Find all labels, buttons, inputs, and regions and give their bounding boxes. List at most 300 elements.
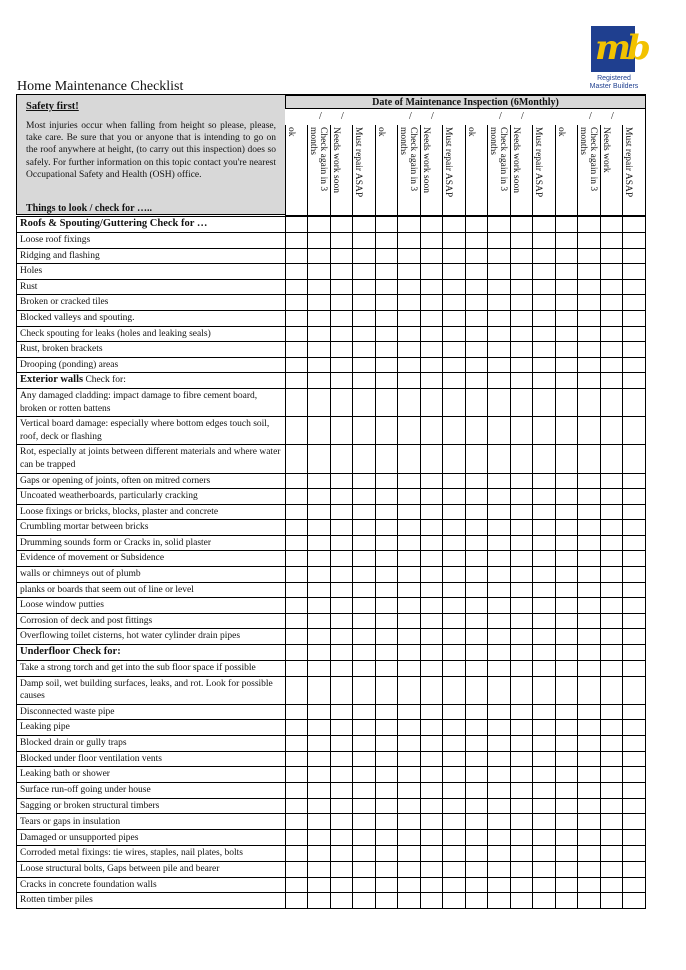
status-checkbox-cell[interactable] (623, 877, 646, 893)
status-checkbox-cell[interactable] (601, 326, 623, 342)
status-checkbox-cell[interactable] (466, 310, 488, 326)
status-checkbox-cell[interactable] (376, 661, 398, 677)
status-checkbox-cell[interactable] (353, 846, 376, 862)
status-checkbox-cell[interactable] (331, 814, 353, 830)
status-checkbox-cell[interactable] (331, 704, 353, 720)
status-checkbox-cell[interactable] (398, 520, 421, 536)
status-checkbox-cell[interactable] (533, 388, 556, 416)
status-checkbox-cell[interactable] (443, 751, 466, 767)
status-checkbox-cell[interactable] (533, 310, 556, 326)
status-checkbox-cell[interactable] (421, 473, 443, 489)
status-checkbox-cell[interactable] (533, 217, 556, 233)
status-checkbox-cell[interactable] (398, 357, 421, 373)
status-checkbox-cell[interactable] (353, 783, 376, 799)
status-checkbox-cell[interactable] (421, 629, 443, 645)
status-checkbox-cell[interactable] (286, 295, 308, 311)
status-checkbox-cell[interactable] (488, 676, 511, 704)
status-checkbox-cell[interactable] (443, 489, 466, 505)
status-checkbox-cell[interactable] (308, 676, 331, 704)
status-checkbox-cell[interactable] (353, 645, 376, 661)
status-checkbox-cell[interactable] (466, 489, 488, 505)
status-checkbox-cell[interactable] (533, 861, 556, 877)
status-checkbox-cell[interactable] (443, 295, 466, 311)
status-checkbox-cell[interactable] (308, 357, 331, 373)
status-checkbox-cell[interactable] (511, 661, 533, 677)
status-checkbox-cell[interactable] (466, 373, 488, 389)
status-checkbox-cell[interactable] (466, 295, 488, 311)
status-checkbox-cell[interactable] (488, 264, 511, 280)
status-checkbox-cell[interactable] (511, 582, 533, 598)
status-checkbox-cell[interactable] (488, 798, 511, 814)
status-checkbox-cell[interactable] (601, 814, 623, 830)
status-checkbox-cell[interactable] (331, 645, 353, 661)
status-checkbox-cell[interactable] (488, 830, 511, 846)
status-checkbox-cell[interactable] (398, 535, 421, 551)
status-checkbox-cell[interactable] (353, 295, 376, 311)
status-checkbox-cell[interactable] (533, 814, 556, 830)
status-checkbox-cell[interactable] (556, 751, 578, 767)
status-checkbox-cell[interactable] (466, 342, 488, 358)
status-checkbox-cell[interactable] (533, 535, 556, 551)
status-checkbox-cell[interactable] (398, 751, 421, 767)
status-checkbox-cell[interactable] (623, 783, 646, 799)
status-checkbox-cell[interactable] (331, 357, 353, 373)
status-checkbox-cell[interactable] (308, 893, 331, 909)
status-checkbox-cell[interactable] (421, 357, 443, 373)
status-checkbox-cell[interactable] (443, 504, 466, 520)
status-checkbox-cell[interactable] (376, 645, 398, 661)
status-checkbox-cell[interactable] (331, 830, 353, 846)
status-checkbox-cell[interactable] (511, 567, 533, 583)
status-checkbox-cell[interactable] (353, 279, 376, 295)
status-checkbox-cell[interactable] (578, 473, 601, 489)
status-checkbox-cell[interactable] (398, 736, 421, 752)
status-checkbox-cell[interactable] (511, 445, 533, 473)
status-checkbox-cell[interactable] (331, 613, 353, 629)
status-checkbox-cell[interactable] (601, 661, 623, 677)
status-checkbox-cell[interactable] (578, 551, 601, 567)
status-checkbox-cell[interactable] (623, 629, 646, 645)
status-checkbox-cell[interactable] (466, 598, 488, 614)
status-checkbox-cell[interactable] (533, 357, 556, 373)
status-checkbox-cell[interactable] (353, 767, 376, 783)
status-checkbox-cell[interactable] (556, 417, 578, 445)
status-checkbox-cell[interactable] (578, 645, 601, 661)
status-checkbox-cell[interactable] (533, 613, 556, 629)
status-checkbox-cell[interactable] (623, 310, 646, 326)
status-checkbox-cell[interactable] (308, 295, 331, 311)
status-checkbox-cell[interactable] (601, 535, 623, 551)
status-checkbox-cell[interactable] (443, 645, 466, 661)
status-checkbox-cell[interactable] (556, 598, 578, 614)
status-checkbox-cell[interactable] (511, 893, 533, 909)
status-checkbox-cell[interactable] (308, 629, 331, 645)
status-checkbox-cell[interactable] (398, 279, 421, 295)
status-checkbox-cell[interactable] (353, 676, 376, 704)
status-checkbox-cell[interactable] (488, 582, 511, 598)
status-checkbox-cell[interactable] (421, 264, 443, 280)
status-checkbox-cell[interactable] (286, 767, 308, 783)
status-checkbox-cell[interactable] (556, 720, 578, 736)
status-checkbox-cell[interactable] (511, 489, 533, 505)
status-checkbox-cell[interactable] (398, 629, 421, 645)
status-checkbox-cell[interactable] (556, 861, 578, 877)
status-checkbox-cell[interactable] (623, 473, 646, 489)
status-checkbox-cell[interactable] (308, 342, 331, 358)
status-checkbox-cell[interactable] (623, 489, 646, 505)
status-checkbox-cell[interactable] (488, 248, 511, 264)
status-checkbox-cell[interactable] (353, 598, 376, 614)
status-checkbox-cell[interactable] (308, 814, 331, 830)
status-checkbox-cell[interactable] (488, 567, 511, 583)
status-checkbox-cell[interactable] (376, 248, 398, 264)
status-checkbox-cell[interactable] (466, 751, 488, 767)
status-checkbox-cell[interactable] (578, 736, 601, 752)
status-checkbox-cell[interactable] (511, 783, 533, 799)
status-checkbox-cell[interactable] (331, 279, 353, 295)
status-checkbox-cell[interactable] (556, 613, 578, 629)
status-checkbox-cell[interactable] (623, 373, 646, 389)
status-checkbox-cell[interactable] (556, 629, 578, 645)
status-checkbox-cell[interactable] (488, 279, 511, 295)
status-checkbox-cell[interactable] (511, 645, 533, 661)
status-checkbox-cell[interactable] (376, 676, 398, 704)
status-checkbox-cell[interactable] (331, 373, 353, 389)
status-checkbox-cell[interactable] (533, 661, 556, 677)
status-checkbox-cell[interactable] (286, 783, 308, 799)
status-checkbox-cell[interactable] (601, 445, 623, 473)
status-checkbox-cell[interactable] (308, 567, 331, 583)
status-checkbox-cell[interactable] (308, 217, 331, 233)
status-checkbox-cell[interactable] (556, 264, 578, 280)
status-checkbox-cell[interactable] (466, 861, 488, 877)
status-checkbox-cell[interactable] (511, 720, 533, 736)
status-checkbox-cell[interactable] (286, 551, 308, 567)
status-checkbox-cell[interactable] (533, 417, 556, 445)
status-checkbox-cell[interactable] (353, 720, 376, 736)
status-checkbox-cell[interactable] (376, 582, 398, 598)
status-checkbox-cell[interactable] (488, 704, 511, 720)
status-checkbox-cell[interactable] (578, 373, 601, 389)
status-checkbox-cell[interactable] (601, 417, 623, 445)
status-checkbox-cell[interactable] (488, 217, 511, 233)
status-checkbox-cell[interactable] (398, 217, 421, 233)
status-checkbox-cell[interactable] (601, 582, 623, 598)
status-checkbox-cell[interactable] (376, 798, 398, 814)
status-checkbox-cell[interactable] (443, 551, 466, 567)
status-checkbox-cell[interactable] (466, 357, 488, 373)
status-checkbox-cell[interactable] (466, 629, 488, 645)
status-checkbox-cell[interactable] (556, 704, 578, 720)
status-checkbox-cell[interactable] (556, 520, 578, 536)
status-checkbox-cell[interactable] (533, 645, 556, 661)
status-checkbox-cell[interactable] (308, 264, 331, 280)
status-checkbox-cell[interactable] (533, 830, 556, 846)
status-checkbox-cell[interactable] (376, 861, 398, 877)
status-checkbox-cell[interactable] (488, 310, 511, 326)
status-checkbox-cell[interactable] (488, 629, 511, 645)
status-checkbox-cell[interactable] (376, 326, 398, 342)
status-checkbox-cell[interactable] (308, 504, 331, 520)
status-checkbox-cell[interactable] (488, 388, 511, 416)
status-checkbox-cell[interactable] (623, 751, 646, 767)
status-checkbox-cell[interactable] (398, 310, 421, 326)
status-checkbox-cell[interactable] (331, 473, 353, 489)
status-checkbox-cell[interactable] (398, 326, 421, 342)
status-checkbox-cell[interactable] (533, 783, 556, 799)
status-checkbox-cell[interactable] (421, 676, 443, 704)
status-checkbox-cell[interactable] (443, 388, 466, 416)
status-checkbox-cell[interactable] (466, 645, 488, 661)
status-checkbox-cell[interactable] (578, 783, 601, 799)
status-checkbox-cell[interactable] (533, 893, 556, 909)
status-checkbox-cell[interactable] (286, 535, 308, 551)
status-checkbox-cell[interactable] (443, 861, 466, 877)
status-checkbox-cell[interactable] (511, 279, 533, 295)
status-checkbox-cell[interactable] (353, 798, 376, 814)
status-checkbox-cell[interactable] (533, 704, 556, 720)
status-checkbox-cell[interactable] (443, 417, 466, 445)
status-checkbox-cell[interactable] (443, 520, 466, 536)
status-checkbox-cell[interactable] (488, 551, 511, 567)
status-checkbox-cell[interactable] (601, 783, 623, 799)
status-checkbox-cell[interactable] (466, 326, 488, 342)
status-checkbox-cell[interactable] (556, 846, 578, 862)
status-checkbox-cell[interactable] (623, 846, 646, 862)
status-checkbox-cell[interactable] (421, 535, 443, 551)
status-checkbox-cell[interactable] (466, 445, 488, 473)
status-checkbox-cell[interactable] (556, 248, 578, 264)
status-checkbox-cell[interactable] (578, 326, 601, 342)
status-checkbox-cell[interactable] (353, 704, 376, 720)
status-checkbox-cell[interactable] (376, 535, 398, 551)
status-checkbox-cell[interactable] (601, 893, 623, 909)
status-checkbox-cell[interactable] (533, 846, 556, 862)
status-checkbox-cell[interactable] (623, 445, 646, 473)
status-checkbox-cell[interactable] (308, 645, 331, 661)
status-checkbox-cell[interactable] (556, 567, 578, 583)
status-checkbox-cell[interactable] (601, 736, 623, 752)
status-checkbox-cell[interactable] (286, 736, 308, 752)
status-checkbox-cell[interactable] (421, 814, 443, 830)
status-checkbox-cell[interactable] (511, 310, 533, 326)
status-checkbox-cell[interactable] (466, 233, 488, 249)
status-checkbox-cell[interactable] (466, 582, 488, 598)
status-checkbox-cell[interactable] (286, 704, 308, 720)
status-checkbox-cell[interactable] (488, 520, 511, 536)
status-checkbox-cell[interactable] (511, 798, 533, 814)
status-checkbox-cell[interactable] (556, 233, 578, 249)
status-checkbox-cell[interactable] (421, 736, 443, 752)
status-checkbox-cell[interactable] (331, 520, 353, 536)
status-checkbox-cell[interactable] (308, 877, 331, 893)
status-checkbox-cell[interactable] (578, 767, 601, 783)
status-checkbox-cell[interactable] (353, 357, 376, 373)
status-checkbox-cell[interactable] (578, 357, 601, 373)
status-checkbox-cell[interactable] (556, 767, 578, 783)
status-checkbox-cell[interactable] (308, 613, 331, 629)
status-checkbox-cell[interactable] (421, 751, 443, 767)
status-checkbox-cell[interactable] (623, 736, 646, 752)
status-checkbox-cell[interactable] (533, 551, 556, 567)
status-checkbox-cell[interactable] (376, 388, 398, 416)
status-checkbox-cell[interactable] (398, 767, 421, 783)
status-checkbox-cell[interactable] (601, 489, 623, 505)
status-checkbox-cell[interactable] (578, 613, 601, 629)
status-checkbox-cell[interactable] (511, 535, 533, 551)
status-checkbox-cell[interactable] (578, 295, 601, 311)
status-checkbox-cell[interactable] (488, 489, 511, 505)
status-checkbox-cell[interactable] (286, 489, 308, 505)
status-checkbox-cell[interactable] (376, 567, 398, 583)
status-checkbox-cell[interactable] (443, 279, 466, 295)
status-checkbox-cell[interactable] (331, 767, 353, 783)
status-checkbox-cell[interactable] (533, 326, 556, 342)
status-checkbox-cell[interactable] (353, 877, 376, 893)
status-checkbox-cell[interactable] (353, 445, 376, 473)
status-checkbox-cell[interactable] (286, 582, 308, 598)
status-checkbox-cell[interactable] (533, 520, 556, 536)
status-checkbox-cell[interactable] (556, 217, 578, 233)
status-checkbox-cell[interactable] (353, 893, 376, 909)
status-checkbox-cell[interactable] (601, 751, 623, 767)
status-checkbox-cell[interactable] (578, 417, 601, 445)
status-checkbox-cell[interactable] (466, 676, 488, 704)
status-checkbox-cell[interactable] (376, 877, 398, 893)
status-checkbox-cell[interactable] (511, 342, 533, 358)
status-checkbox-cell[interactable] (421, 830, 443, 846)
status-checkbox-cell[interactable] (601, 613, 623, 629)
status-checkbox-cell[interactable] (308, 248, 331, 264)
status-checkbox-cell[interactable] (286, 751, 308, 767)
status-checkbox-cell[interactable] (533, 598, 556, 614)
status-checkbox-cell[interactable] (353, 417, 376, 445)
status-checkbox-cell[interactable] (556, 830, 578, 846)
status-checkbox-cell[interactable] (376, 814, 398, 830)
status-checkbox-cell[interactable] (466, 661, 488, 677)
status-checkbox-cell[interactable] (601, 551, 623, 567)
status-checkbox-cell[interactable] (398, 582, 421, 598)
status-checkbox-cell[interactable] (533, 504, 556, 520)
status-checkbox-cell[interactable] (308, 736, 331, 752)
status-checkbox-cell[interactable] (601, 520, 623, 536)
status-checkbox-cell[interactable] (376, 767, 398, 783)
status-checkbox-cell[interactable] (286, 676, 308, 704)
status-checkbox-cell[interactable] (421, 704, 443, 720)
status-checkbox-cell[interactable] (578, 217, 601, 233)
status-checkbox-cell[interactable] (398, 551, 421, 567)
status-checkbox-cell[interactable] (376, 893, 398, 909)
status-checkbox-cell[interactable] (421, 445, 443, 473)
status-checkbox-cell[interactable] (511, 326, 533, 342)
status-checkbox-cell[interactable] (623, 248, 646, 264)
status-checkbox-cell[interactable] (353, 551, 376, 567)
status-checkbox-cell[interactable] (353, 248, 376, 264)
status-checkbox-cell[interactable] (488, 814, 511, 830)
status-checkbox-cell[interactable] (488, 661, 511, 677)
status-checkbox-cell[interactable] (556, 535, 578, 551)
status-checkbox-cell[interactable] (511, 767, 533, 783)
status-checkbox-cell[interactable] (578, 445, 601, 473)
status-checkbox-cell[interactable] (488, 233, 511, 249)
status-checkbox-cell[interactable] (466, 520, 488, 536)
status-checkbox-cell[interactable] (353, 830, 376, 846)
status-checkbox-cell[interactable] (623, 893, 646, 909)
status-checkbox-cell[interactable] (578, 388, 601, 416)
status-checkbox-cell[interactable] (376, 445, 398, 473)
status-checkbox-cell[interactable] (578, 248, 601, 264)
status-checkbox-cell[interactable] (308, 751, 331, 767)
status-checkbox-cell[interactable] (443, 248, 466, 264)
status-checkbox-cell[interactable] (443, 582, 466, 598)
status-checkbox-cell[interactable] (578, 676, 601, 704)
status-checkbox-cell[interactable] (308, 535, 331, 551)
status-checkbox-cell[interactable] (466, 551, 488, 567)
status-checkbox-cell[interactable] (601, 504, 623, 520)
status-checkbox-cell[interactable] (376, 504, 398, 520)
status-checkbox-cell[interactable] (286, 877, 308, 893)
status-checkbox-cell[interactable] (308, 661, 331, 677)
status-checkbox-cell[interactable] (488, 893, 511, 909)
status-checkbox-cell[interactable] (331, 598, 353, 614)
status-checkbox-cell[interactable] (443, 767, 466, 783)
status-checkbox-cell[interactable] (331, 264, 353, 280)
status-checkbox-cell[interactable] (578, 279, 601, 295)
status-checkbox-cell[interactable] (443, 830, 466, 846)
status-checkbox-cell[interactable] (398, 233, 421, 249)
status-checkbox-cell[interactable] (398, 473, 421, 489)
status-checkbox-cell[interactable] (556, 736, 578, 752)
status-checkbox-cell[interactable] (488, 783, 511, 799)
status-checkbox-cell[interactable] (488, 326, 511, 342)
status-checkbox-cell[interactable] (578, 535, 601, 551)
status-checkbox-cell[interactable] (421, 326, 443, 342)
status-checkbox-cell[interactable] (556, 582, 578, 598)
status-checkbox-cell[interactable] (601, 279, 623, 295)
status-checkbox-cell[interactable] (533, 877, 556, 893)
status-checkbox-cell[interactable] (421, 613, 443, 629)
status-checkbox-cell[interactable] (488, 373, 511, 389)
status-checkbox-cell[interactable] (623, 520, 646, 536)
status-checkbox-cell[interactable] (556, 295, 578, 311)
status-checkbox-cell[interactable] (398, 830, 421, 846)
status-checkbox-cell[interactable] (466, 417, 488, 445)
status-checkbox-cell[interactable] (556, 551, 578, 567)
status-checkbox-cell[interactable] (466, 613, 488, 629)
status-checkbox-cell[interactable] (353, 861, 376, 877)
status-checkbox-cell[interactable] (511, 736, 533, 752)
status-checkbox-cell[interactable] (331, 893, 353, 909)
status-checkbox-cell[interactable] (511, 613, 533, 629)
status-checkbox-cell[interactable] (376, 613, 398, 629)
status-checkbox-cell[interactable] (601, 830, 623, 846)
status-checkbox-cell[interactable] (511, 676, 533, 704)
status-checkbox-cell[interactable] (466, 767, 488, 783)
status-checkbox-cell[interactable] (353, 264, 376, 280)
status-checkbox-cell[interactable] (398, 846, 421, 862)
status-checkbox-cell[interactable] (601, 310, 623, 326)
status-checkbox-cell[interactable] (376, 846, 398, 862)
status-checkbox-cell[interactable] (466, 504, 488, 520)
status-checkbox-cell[interactable] (308, 373, 331, 389)
status-checkbox-cell[interactable] (623, 388, 646, 416)
status-checkbox-cell[interactable] (466, 798, 488, 814)
status-checkbox-cell[interactable] (623, 645, 646, 661)
status-checkbox-cell[interactable] (488, 357, 511, 373)
status-checkbox-cell[interactable] (601, 342, 623, 358)
status-checkbox-cell[interactable] (578, 846, 601, 862)
status-checkbox-cell[interactable] (286, 417, 308, 445)
